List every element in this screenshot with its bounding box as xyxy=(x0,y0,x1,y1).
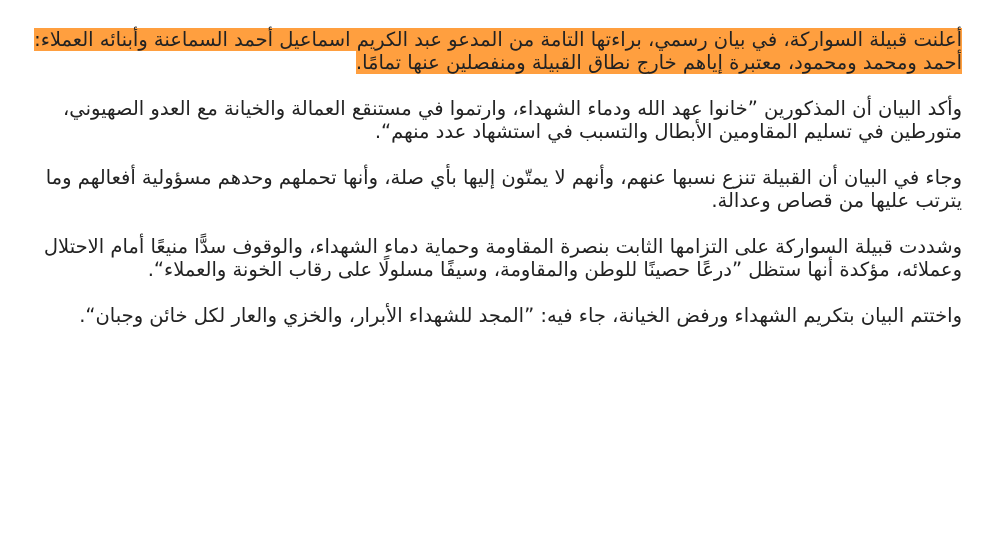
paragraph-4: وشددت قبيلة السواركة على التزامها الثابت بنصرة المقاومة وحماية دماء الشهداء، والوقوف سدًّا منيعًا أمام الاحتلال وعملائه، مؤكدة أنها ستظل ”درعًا حصينًا للوطن والمقاومة، وسيفًا مسلولًا على رقاب الخونة والعملاء“. xyxy=(43,235,962,281)
paragraph-3: وجاء في البيان أن القبيلة تنزع نسبها عنهم، وأنهم لا يمتّون إليها بأي صلة، وأنها تحملهم وحدهم مسؤولية أفعالهم وما يترتب عليها من قصاص وعدالة. xyxy=(45,166,962,212)
highlighted-text: أعلنت قبيلة السواركة، في بيان رسمي، براءتها التامة من المدعو عبد الكريم اسماعيل أحمد السماعنة وأبنائه العملاء: أحمد ومحمد ومحمود، معتبرة إياهم خارج نطاق القبيلة ومنفصلين عنها تمامًا. xyxy=(34,28,962,74)
paragraph-2: وأكد البيان أن المذكورين ”خانوا عهد الله ودماء الشهداء، وارتموا في مستنقع العمالة والخيانة مع العدو الصهيوني، متورطين في تسليم المقاومين الأبطال والتسبب في استشهاد عدد منهم“. xyxy=(63,97,962,143)
paragraph-5: واختتم البيان بتكريم الشهداء ورفض الخيانة، جاء فيه: ”المجد للشهداء الأبرار، والخزي والعار لكل خائن وجبان“. xyxy=(79,304,962,327)
paragraph-lead xyxy=(28,28,962,74)
article-body xyxy=(28,28,962,350)
